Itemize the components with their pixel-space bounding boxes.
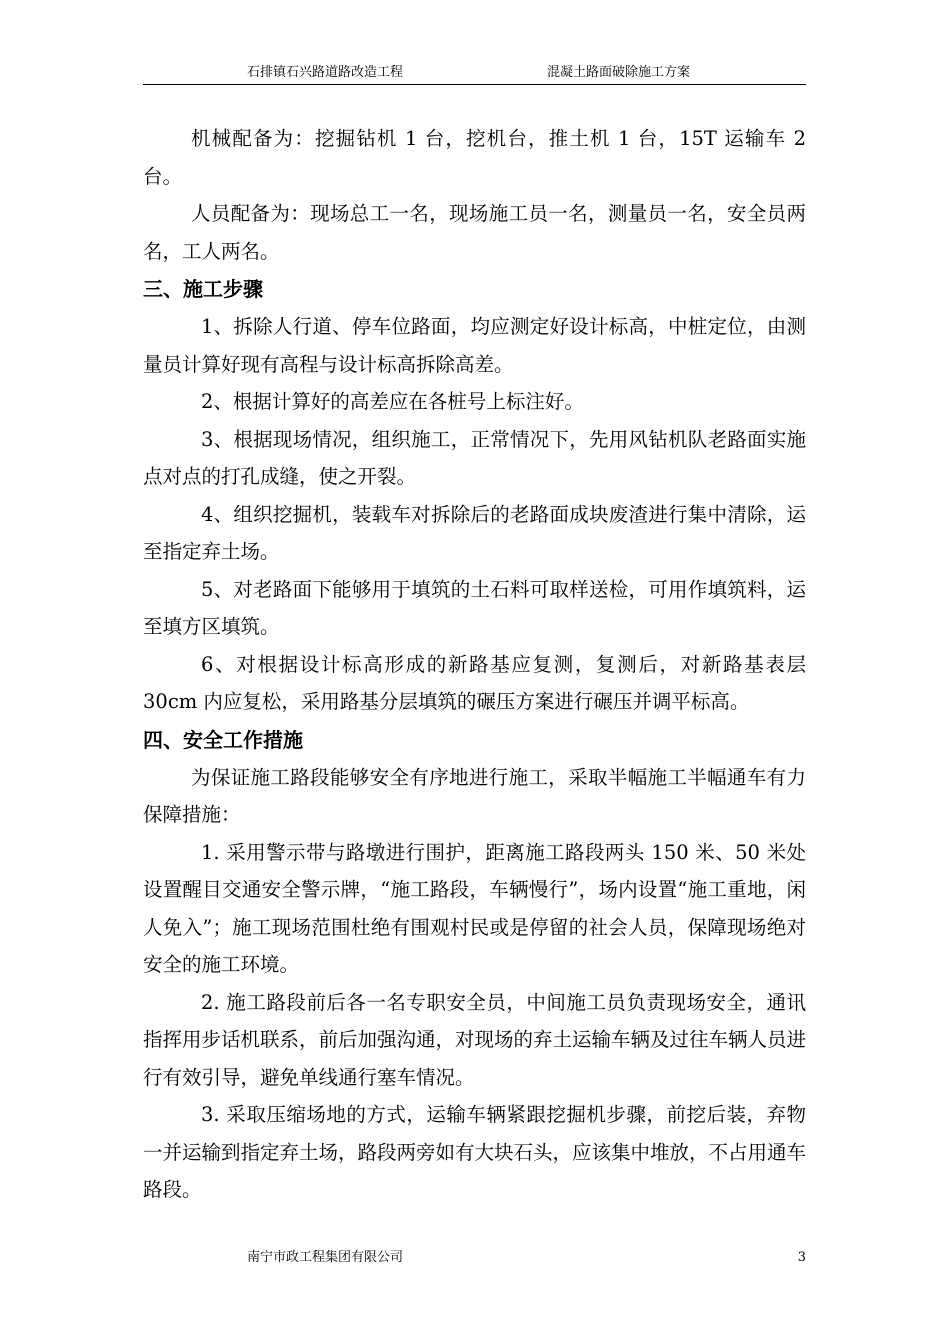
step-4: 4、组织挖掘机，装载车对拆除后的老路面成块废渣进行集中清除，运至指定弃土场。: [143, 502, 806, 563]
paragraph-machinery: 机械配备为：挖掘钻机 1 台，挖机台，推土机 1 台，15T 运输车 2 台。: [143, 127, 806, 188]
step-3: 3、根据现场情况，组织施工，正常情况下，先用风钻机队老路面实施点对点的打孔成缝，使之开裂。: [143, 427, 806, 488]
step-1: 1、拆除人行道、停车位路面，均应测定好设计标高，中桩定位，由测量员计算好现有高程与设计标高拆除高差。: [143, 315, 806, 376]
section-heading-safety-measures: 四、安全工作措施: [143, 727, 303, 752]
measure-3: 3. 采取压缩场地的方式，运输车辆紧跟挖掘机步骤，前挖后装，弃物一并运输到指定弃土场，路段两旁如有大块石头，应该集中堆放，不占用通车路段。: [143, 1103, 807, 1201]
step-5: 5、对老路面下能够用于填筑的土石料可取样送检，可用作填筑料，运至填方区填筑。: [143, 577, 806, 638]
step-6: 6、对根据设计标高形成的新路基应复测，复测后，对新路基表层 30cm 内应复松，采用路基分层填筑的碾压方案进行碾压并调平标高。: [143, 652, 806, 713]
section-heading-construction-steps: 三、施工步骤: [143, 277, 263, 301]
header-document-title: 混凝土路面破除施工方案: [547, 65, 691, 80]
header-project-name: 石排镇石兴路道路改造工程: [247, 65, 404, 80]
footer-company-name: 南宁市政工程集团有限公司: [247, 1250, 404, 1265]
measure-2: 2. 施工路段前后各一名专职安全员，中间施工员负责现场安全，通讯指挥用步话机联系，前后加强沟通，对现场的弃土运输车辆及过往车辆人员进行有效引导，避免单线通行塞车情况。: [143, 990, 807, 1089]
paragraph-personnel: 人员配备为：现场总工一名，现场施工员一名，测量员一名，安全员两名，工人两名。: [143, 202, 806, 263]
paragraph-safety-intro: 为保证施工路段能够安全有序地进行施工，采取半幅施工半幅通车有力保障措施：: [143, 765, 806, 826]
document-body: [143, 120, 806, 1209]
measure-1: 1. 采用警示带与路墩进行围护，距离施工路段两头 150 米、50 米处设置醒目交通安全警示牌，“施工路段，车辆慢行”，场内设置“施工重地，闲人免入”；施工现场范围杜绝有围观村民或是停留的社会人员，保障现场绝对安全的施工环境。: [143, 840, 806, 976]
page-number: 3: [797, 1250, 806, 1265]
page-header: [143, 62, 806, 85]
step-2: 2、根据计算好的高差应在各桩号上标注好。: [201, 390, 584, 413]
page-footer: [143, 1248, 806, 1268]
